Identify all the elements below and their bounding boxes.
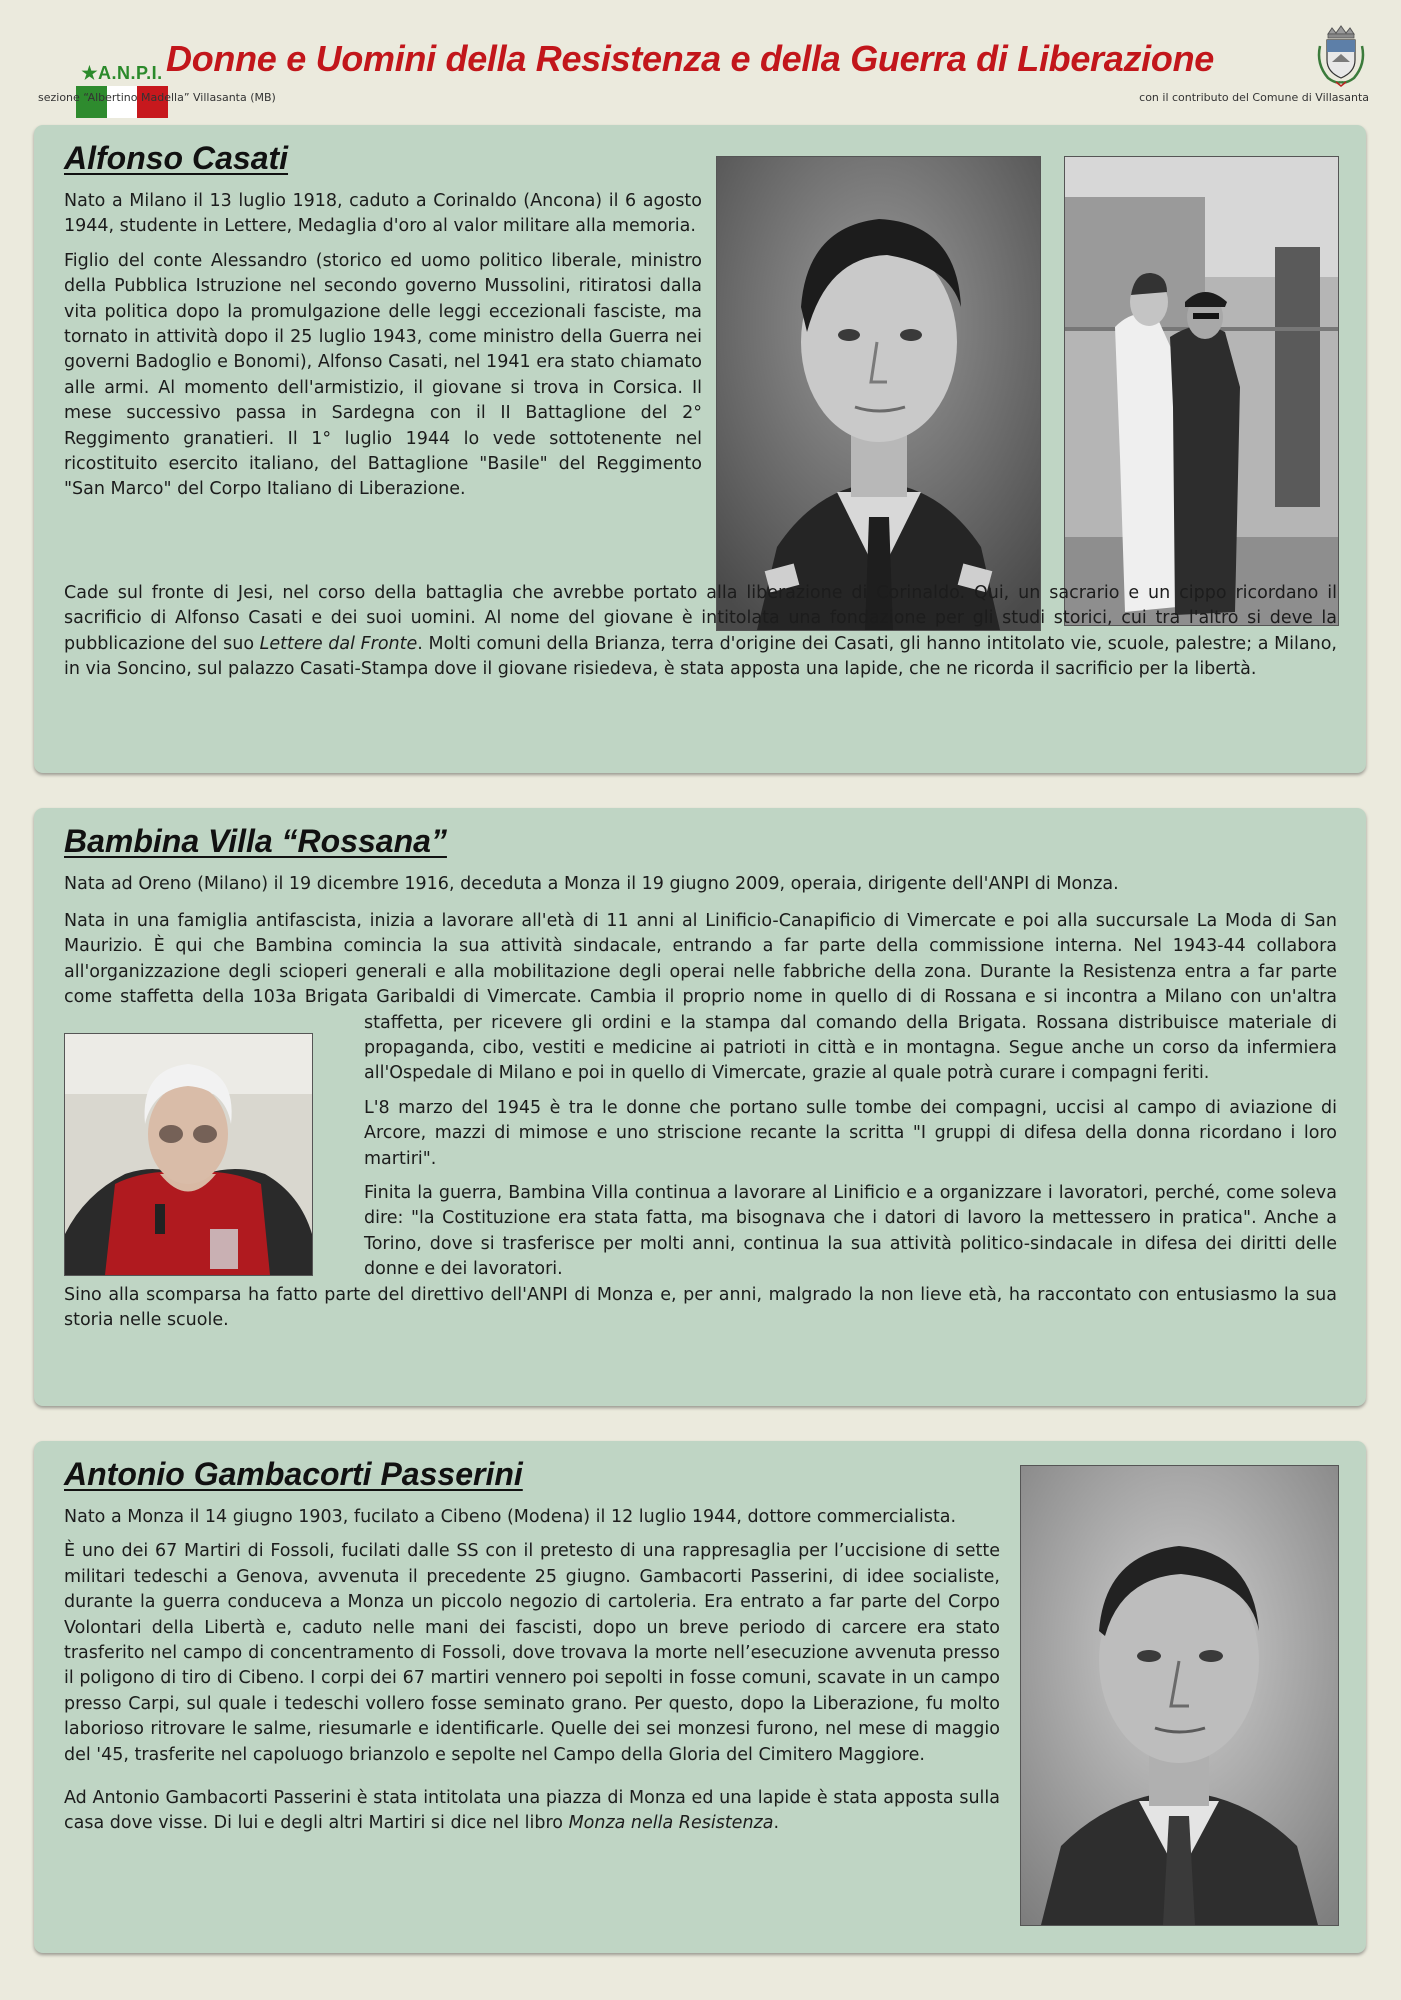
panel-alfonso-casati (34, 125, 1366, 773)
panel-bambina-villa (34, 808, 1366, 1406)
bio-paragraph: Sino alla scomparsa ha fatto parte del direttivo dell'ANPI di Monza e, per anni, malgrado la non lieve età, ha raccontato con entusiasmo la sua storia nelle scuole. (64, 1284, 1337, 1331)
bio-paragraph: Finita la guerra, Bambina Villa continua a lavorare al Linificio e a organizzare i lavoratori, perché, come soleva dire: "la Costituzione era stata fatta, ma bisognava che i datori di lavoro la mettessero in pratica". Anche a Torino, dove si trasferisce per molti anni, continua la sua attività politico-sindacale in difesa dei diritti delle donne e dei lavoratori. (364, 1183, 1337, 1280)
person-name: Alfonso Casati (64, 140, 289, 176)
panel-antonio-gambacorti-passerini (34, 1441, 1366, 1953)
bio-summary: Nato a Milano il 13 luglio 1918, caduto a Corinaldo (Ancona) il 6 agosto 1944, studente in Lettere, Medaglia d'oro al valor militare alla memoria. (64, 191, 702, 237)
page-title: Donne e Uomini della Resistenza e della Guerra di Liberazione (166, 38, 1214, 79)
anpi-logo (38, 33, 163, 87)
bio-text-top (64, 872, 1337, 897)
bio-text-segment: . (773, 1813, 780, 1834)
person-name: Bambina Villa “Rossana” (64, 823, 447, 859)
bio-summary: Nata ad Oreno (Milano) il 19 dicembre 1916, deceduta a Monza il 19 giugno 2009, operaia, dirigente dell'ANPI di Monza. (64, 874, 1119, 894)
bio-text-segment: . Molti comuni della Brianza, terra d'origine dei Casati, gli hanno intitolato vie, scuole, palestre; a Milano, in via Soncino, sul palazzo Casati-Stampa dove il giovane risiedeva, è stata apposta una lapide, che ne ricorda il sacrificio per la libertà. (64, 633, 1337, 680)
villasanta-crest-icon (1314, 24, 1368, 88)
person-name: Antonio Gambacorti Passerini (64, 1456, 523, 1492)
contribution-caption: con il contributo del Comune di Villasanta (1139, 91, 1369, 104)
portrait-photo (716, 156, 1041, 631)
bio-paragraph: Nata in una famiglia antifascista, inizia a lavorare all'età di 11 anni al Linificio-Canapificio di Vimercate e poi alla succursale La Moda di San Maurizio. È qui che Bambina comincia la sua attività sindacale, entrando a far parte della commissione interna. Nel 1943-44 collabora all'organizzazione degli scioperi generali e alla mobilitazione degli operai nelle fabbriche della zona. Durante la Resistenza entra a far parte come staffetta della 103a Brigata Garibaldi di Vimercate. Cambia il proprio nome in quello di di Rossana e si incontra a Milano con un'altra staffetta, per ricevere gli ordini e la stampa dal comando della Brigata. Rossana distribuisce materiale di propaganda, cibo, vestiti e medicine ai patrioti in città e in montagna. Segue anche un corso da infermiera all'Ospedale di Milano e poi in quello di Vimercate, grazie al quale potrà curare i compagni feriti. (64, 911, 1337, 1084)
bio-text (64, 1505, 1000, 1837)
bio-paragraph: È uno dei 67 Martiri di Fossoli, fucilati dalle SS con il pretesto di una rappresaglia per l’uccisione di sette militari tedeschi a Genova, avvenuta il precedente 25 giugno. Gambacorti Passerini, di idee socialiste, durante la guerra conduceva a Monza un piccolo negozio di cartoleria. Era entrato a far parte del Corpo Volontari della Libertà e, caduto nelle mani dei fascisti, dopo un breve periodo di carcere era stato trasferito nel campo di concentramento di Fossoli, dove trovava la morte nell’esecuzione avvenuta presso il poligono di tiro di Cibeno. I corpi dei 67 martiri vennero poi sepolti in fosse comuni, scavate in un campo presso Carpi, sul quale i tedeschi vollero fosse seminato grano. Per questo, dopo la Liberazione, fu molto laborioso ritrovare le salme, riesumarle e identificarle. Quelle dei sei monzesi furono, nel mese di maggio del '45, trasferite nel capoluogo brianzolo e sepolte nel Campo della Gloria del Cimitero Maggiore. (64, 1541, 1000, 1765)
bio-text-wrapped (64, 189, 702, 503)
bio-paragraph: Figlio del conte Alessandro (storico ed uomo politico liberale, ministro della Pubblica Istruzione nel secondo governo Mussolini, ritiratosi dalla vita politica dopo la promulgazione delle leggi eccezionali fasciste, ma tornato in attività dopo il 25 luglio 1943, come ministro della Guerra nei governi Badoglio e Bonomi), Alfonso Casati, nel 1941 era stato chiamato alle armi. Al momento dell'armistizio, il giovane si trova in Corsica. Il mese successivo passa in Sardegna con il II Battaglione del 2° Reggimento granatieri. Il 1° luglio 1944 lo vede sottotenente nel ricostituito esercito italiano, del Battaglione "Basile" del Reggimento "San Marco" del Corpo Italiano di Liberazione. (64, 250, 702, 500)
portrait-photo (1020, 1465, 1339, 1926)
page-header (0, 0, 1401, 120)
bio-paragraph: L'8 marzo del 1945 è tra le donne che portano sulle tombe dei compagni, uccisi al campo di aviazione di Arcore, mazzi di mimose e uno striscione recante la scritta "I gruppi di difesa della donna ricordano i loro martiri". (364, 1097, 1337, 1169)
bio-text-full (64, 581, 1337, 683)
bio-paragraph (64, 1786, 1000, 1837)
book-title: Monza nella Resistenza (568, 1813, 774, 1834)
book-title: Lettere dal Fronte (259, 633, 418, 654)
bio-text-segment: Ad Antonio Gambacorti Passerini è stata intitolata una piazza di Monza ed una lapide è stata apposta sulla casa dove visse. Di lui e degli altri Martiri si dice nel libro (64, 1788, 1000, 1834)
section-caption: sezione “Albertino Madella” Villasanta (MB) (38, 91, 276, 104)
bio-paragraph (64, 581, 1337, 683)
bio-text-wrapped (64, 909, 1337, 1334)
bio-text-segment: Cade sul fronte di Jesi, nel corso della battaglia che avrebbe portato alla liberazione di Corinaldo. Qui, un sacrario e un cippo ricordano il sacrificio di Alfonso Casati e dei suoi uomini. Al nome del giovane è intitolata una fondazione per gli studi storici, cui tra l'altro si deve la pubblicazione del suo (64, 583, 1337, 654)
group-photo (1064, 156, 1339, 626)
anpi-logo-text: ★A.N.P.I. (81, 63, 163, 83)
bio-summary: Nato a Monza il 14 giugno 1903, fucilato a Cibeno (Modena) il 12 luglio 1944, dottore commercialista. (64, 1507, 957, 1527)
